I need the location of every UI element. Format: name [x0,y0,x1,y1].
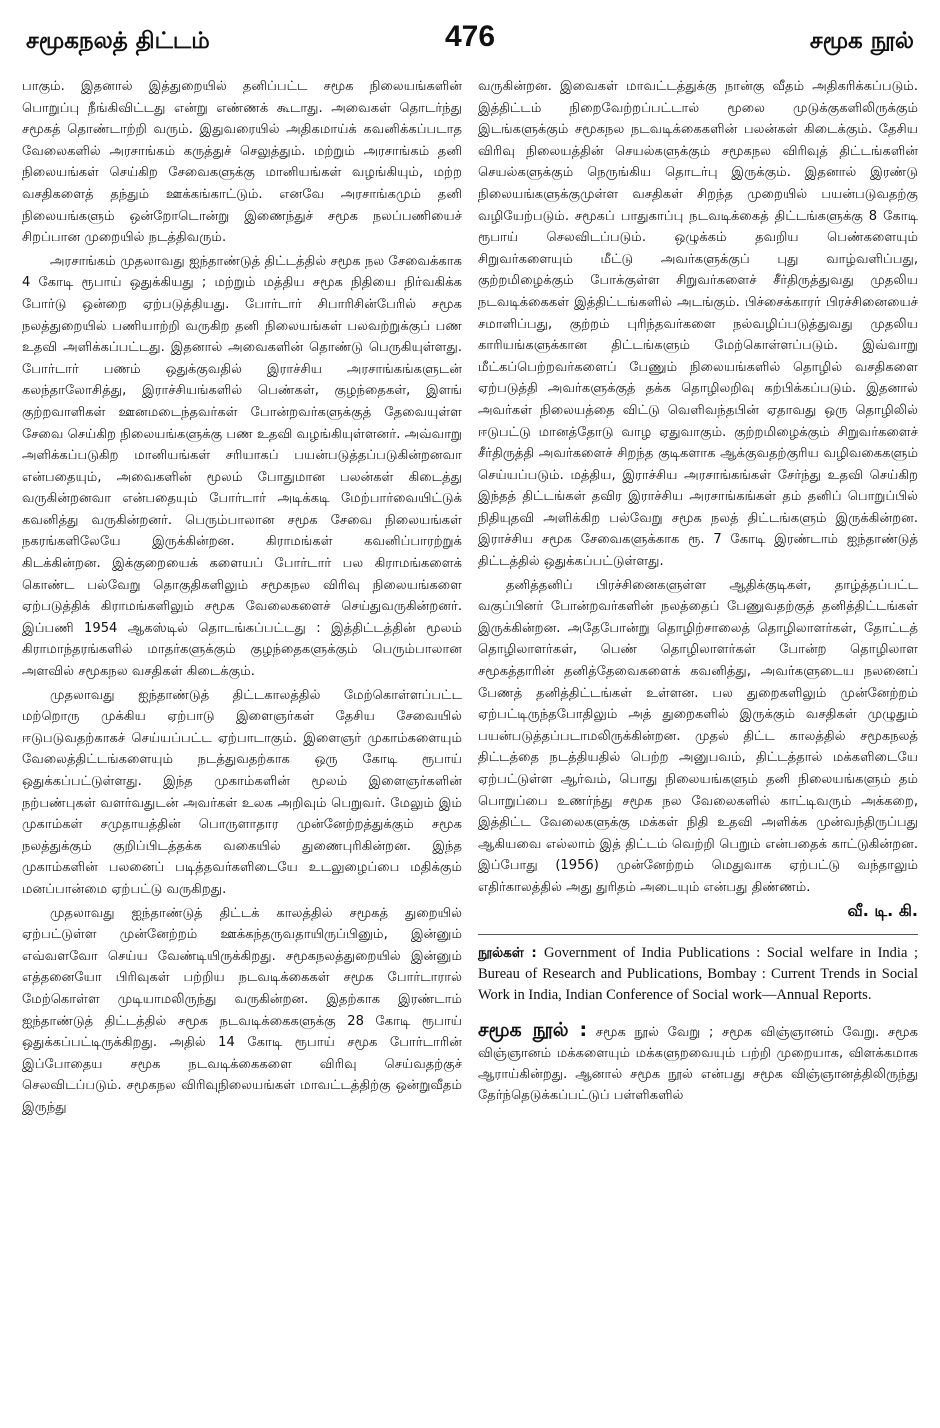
right-paragraph-2: தனித்தனிப் பிரச்சினைகளுள்ள ஆதிக்குடிகள், தாழ்த்தப்பட்ட வகுப்பினர் போன்றவர்களின் நலத்தைப் பேணுவதற்குத் தனித்திட்டங்கள் இருக்கின்றன. அதேபோன்று தொழிற்சாலைத் தொழிலாளர்கள், தோட்டத் தொழிலாளர்கள், பெண் தொழிலாளர்கள் போன்ற தொழிலாள சமூகத்தாரின் தனித்தேவைகளைக் கவனித்து, அவர்களுடைய நலனைப் பேணத் தனித்திட்டங்கள் உள்ளன. பல துறைகளிலும் முன்னேற்றம் ஏற்பட்டிருந்தபோதிலும் அத் துறைகளில் இருக்கும் வசதிகள் முழுதும் பயன்படுத்தப்படாமலிருக்கின்றன. முதல் திட்ட காலத்தில் சமூகநலத் திட்டத்தை நடத்தியதில் பெற்ற அனுபவம், திட்டத்தால் மக்களிடையே ஏற்பட்டுள்ள ஆர்வம், பொது நிலையங்களும் தனி நிலையங்களும் தம் பொறுப்பை உணர்ந்து சமூக நல வேலைகளில் காட்டிவரும் அக்கறை, இத்திட்ட வேலைகளுக்கு மக்கள் நிதி உதவி அளிக்க முன்வந்திருப்பது ஆகியவை எல்லாம் இத் திட்டம் வெற்றி பெறும் என்பதைக் காட்டுகின்றன. இப்போது (1956) முன்னேற்றம் மெதுவாக ஏற்பட்டு வந்தாலும் எதிர்காலத்தில் அது துரிதம் அடையும் என்பது திண்ணம். [478,577,918,895]
author-initials: வீ. டி. கி. [847,900,918,920]
running-head-left: சமூகநலத் திட்டம் [26,28,210,54]
left-paragraph-4: முதலாவது ஐந்தாண்டுத் திட்டக் காலத்தில் சமூகத் துறையில் ஏற்பட்டுள்ள முன்னேற்றம் ஊக்கந்தருவதாயிருப்பினும், இன்னும் எவ்வளவோ செய்ய வேண்டியிருக்கிறது. சமூகநலத்துறையில் இன்னும் எத்தனையோ பிரிவுகள் பற்றிய நடவடிக்கைகள் சமூக போர்டாரால் மேற்கொள்ள முடியாமலிருந்து வருகின்றன. இதற்காக இரண்டாம் ஐந்தாண்டுத் திட்டத்தில் சமூக நடவடிக்கைகளுக்கு 28 கோடி ரூபாய் ஒதுக்கப்பட்டிருக்கிறது. அதில் 14 கோடி ரூபாய் சமூக போர்டாரின் இப்போதைய சமூக நடவடிக்கைகளை விரிவு செய்வதற்குச் செலவிடப்படும். சமூகநல விரிவுநிலையங்கள் மாவட்டத்திற்கு ஒன்றுவீதம் இருந்து [22,905,462,1115]
bibliography-text: Government of India Publications : Social welfare in India ; Bureau of Research and Publications, Bombay : Current Trends in Social Work in India, Indian Conference of Social work—Annual Reports. [478,944,918,1003]
text-columns [22,76,918,1404]
left-column [22,76,462,1404]
left-paragraph-1: பாகும். இதனால் இத்துறையில் தனிப்பட்ட சமூக நிலையங்களின் பொறுப்பு நீங்கிவிட்டது என்று எண்ணக் கூடாது. அவைகள் தொடர்ந்து சமூகத் தொண்டாற்றி வரும். இதுவரையில் அதிகமாய்க் கவனிக்கப்படாத வேலைகளில் அரசாங்கம் கருத்துச் செலுத்தும். மற்றும் அரசாங்கம் தனி நிலையங்கள் செய்கிற சேவைகளுக்கு மானியங்கள் வழங்கியும், மற்ற வசதிகளைத் தந்தும் ஊக்கங்காட்டும். எனவே அரசாங்கமும் தனி நிலையங்களும் ஒன்றோடொன்று இணைந்துச் சமூக நலப்பணியைச் சிறப்பான முறையில் நடத்திவரும். [22,79,462,246]
bibliography [478,934,918,1006]
right-column [478,76,918,1404]
next-entry [478,1020,918,1106]
right-paragraph-1: வருகின்றன. இவைகள் மாவட்டத்துக்கு நான்கு வீதம் அதிகரிக்கப்படும். இத்திட்டம் நிறைவேற்றப்பட்டால் மூலை முடுக்குகளிலிருக்கும் இடங்களுக்கும் சமூகநல நடவடிக்கைகளின் பலன்கள் கிடைக்கும். தேசிய விரிவு நிலையத்தின் செயல்களுக்கும் சமூகநல விரிவுத் திட்டங்களின் செயல்களுக்கும் நெருங்கிய தொடர்பு இருக்கும். இதனால் இரண்டு நிலையங்களுக்குமுள்ள வசதிகள் சிறந்த முறையில் பயன்படுவதற்கு வழியேற்படும். சமூகப் பாதுகாப்பு நடவடிக்கைத் திட்டங்களுக்கு 8 கோடி ரூபாய் செலவிடப்படும். ஒழுக்கம் தவறிய பெண்களையும் சிறுவர்களையும் மீட்டு அவர்களுக்குப் புது வாழ்வளிப்பது, குற்றமிழைக்கும் போக்குள்ள சிறுவர்களைச் சீர்திருத்துவது முதலிய நடவடிக்கைகள் இத்திட்டங்களில் அடங்கும். பிச்சைக்காரர் பிரச்சினையைச் சமாளிப்பது, குற்றம் புரிந்தவர்களை நல்வழிப்படுத்துவது முதலிய காரியங்களுக்கான திட்டங்களும் மேற்கொள்ளப்படும். இவ்வாறு மீட்கப்பெற்றவர்களைப் பேணும் நிலையங்களில் தொழில் வசதிகளை ஏற்படுத்தி அவர்களுக்குத் தக்க தொழிலறிவு கற்பிக்கப்படும். இதனால் அவர்கள் நிலையத்தை விட்டு வெளிவந்தபின் ஏதாவது ஒரு தொழிலில் ஈடுபட்டு மானத்தோடு வாழ ஏதுவாகும். குற்றமிழைக்கும் சிறுவர்களைச் சீர்திருத்தி அவர்களைச் சிறந்த குடிகளாக ஆக்குவதற்குரிய வழிவகைகளும் செய்யப்படும். மத்திய, இராச்சிய அரசாங்கங்கள் சேர்ந்து உதவி செய்கிற இந்தத் திட்டங்கள் தவிர இராச்சிய அரசாங்கங்கள் தம் தனிப் பொறுப்பில் நிதியுதவி அளிக்கிற பல்வேறு சமூக நலத் திட்டங்களும் இருக்கின்றன. இராச்சிய சமூக சேவைகளுக்காக ரூ. 7 கோடி இரண்டாம் ஐந்தாண்டுத் திட்டத்தில் ஒதுக்கப்பட்டுள்ளது. [478,79,918,570]
running-head-right: சமூக நூல் [809,28,914,54]
signature-line [478,901,918,922]
page-number: 476 [444,20,496,53]
entry-headword: சமூக நூல் : [478,1018,588,1041]
bibliography-label: நூல்கள் : [478,945,537,961]
left-paragraph-3: முதலாவது ஐந்தாண்டுத் திட்டகாலத்தில் மேற்கொள்ளப்பட்ட மற்றொரு முக்கிய ஏற்பாடு இளைஞர்கள் தேசிய சேவையில் ஈடுபடுவதற்காகச் செய்யப்பட்ட ஏற்பாடாகும். இளைஞர் முகாம்களையும் வேலைத்திட்டங்களையும் நடத்துவதற்காக ஒரு கோடி ரூபாய் ஒதுக்கப்பட்டுள்ளது. இந்த முகாம்களின் மூலம் இளைஞர்களின் நற்பண்புகள் வளர்வதுடன் அவர்கள் உலக அறிவும் பெறுவர். மேலும் இம் முகாம்கள் சமுதாயத்தின் பொருளாதார முன்னேற்றத்துக்கும் சமூக நலத்துக்கும் குறிப்பிடத்தக்க வகையில் துணைபுரிகின்றன. இந்த முகாம்களின் பலனைப் படித்தவர்களிடையே உடலுழைப்பை மதிக்கும் மனப்பான்மை ஏற்பட்டு வருகிறது. [22,687,462,897]
page-header [22,20,918,64]
entry-text: சமூக நூல் வேறு ; சமூக விஞ்ஞானம் வேறு. சமூக விஞ்ஞானம் மக்களையும் மக்களுறவையும் பற்றி முறையாக, விளக்கமாக ஆராய்கின்றது. ஆனால் சமூக நூல் என்பது சமூக விஞ்ஞானத்திலிருந்து தேர்ந்தெடுக்கப்பட்டுப் பள்ளிகளில் [478,1024,918,1103]
left-paragraph-2: அரசாங்கம் முதலாவது ஐந்தாண்டுத் திட்டத்தில் சமூக நல சேவைக்காக 4 கோடி ரூபாய் ஒதுக்கியது ; மற்றும் மத்திய சமூக நிதியை நிர்வகிக்க போர்டு ஒன்றை ஏற்படுத்தியது. போர்டார் சிபாரிசின்பேரில் சமூக நலத்துறையில் பணியாற்றி வருகிற தனி நிலையங்கள் பலவற்றுக்குப் பண உதவி அளிக்கப்பட்டது. இதனால் அவைகளின் தொண்டு பெருகியுள்ளது. போர்டார் பணம் ஒதுக்குவதில் இராச்சிய அரசாங்கங்களுடன் கலந்தாலோசித்து, இராச்சியங்களில் பெண்கள், குழந்தைகள், இளங் குற்றவாளிகள் ஊனமடைந்தவர்கள் போன்றவர்களுக்குத் தேவையுள்ள சேவை செய்கிற நிலையங்களுக்கு பண உதவி வழங்கியுள்ளனர். அவ்வாறு அளிக்கப்படுகிற மானியங்கள் சரியாகப் பயன்படுத்தப்படுகின்றனவா என்பதையும், அவைகளின் மூலம் போதுமான பலன்கள் கிடைத்து வருகின்றனவா என்பதையும் போர்டார் அடிக்கடி மேற்பார்வையிட்டுக் கவனித்து வருகின்றனர். பெரும்பாலான சமூக சேவை நிலையங்கள் நகரங்களிலேயே இருக்கின்றன. கிராமங்கள் கவனிப்பாரற்றுக் கிடக்கின்றன. இக்குறையைக் களையப் போர்டார் பல கிராமங்களைக் கொண்ட பல்வேறு தொகுதிகளிலும் சமூகநல விரிவு நிலையங்களை ஏற்படுத்திக் கிராமங்களிலும் சமூக வேலைகளைச் செய்துவருகின்றனர். இப்பணி 1954 ஆகஸ்டில் தொடங்கப்பட்டது : இத்திட்டத்தின் மூலம் கிராமாந்தரங்களில் மாதர்களுக்கும் குழந்தைகளுக்கும் பெரும்பாலான அளவில் சமூகநல வசதிகள் கிடைக்கும். [22,253,462,680]
